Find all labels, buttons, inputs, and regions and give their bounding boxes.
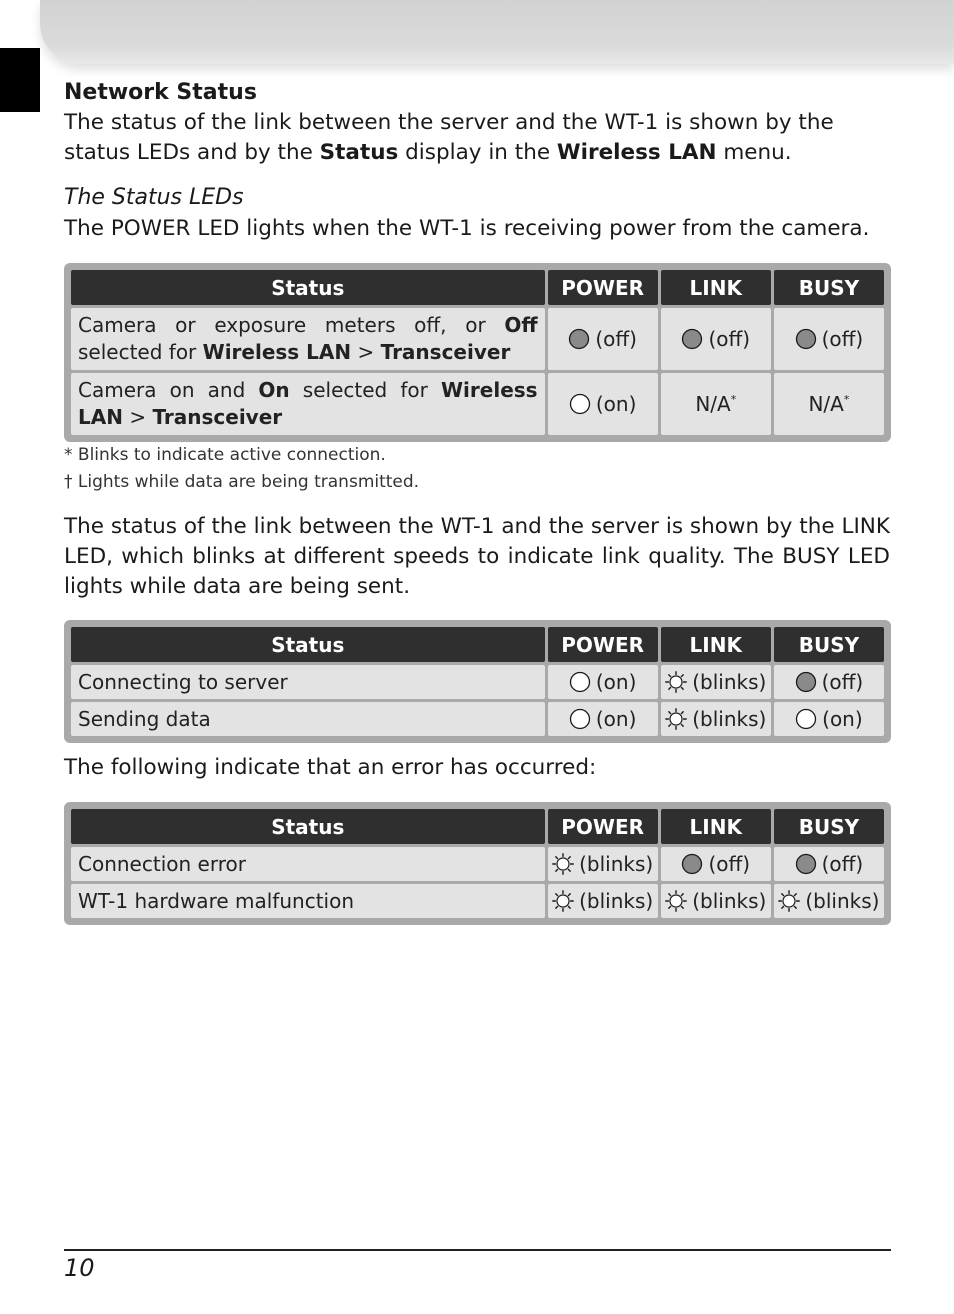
table-header-row: [71, 809, 884, 844]
led-blink-icon: [552, 890, 574, 912]
led-off-icon: [568, 328, 590, 350]
power-cell: (on): [548, 702, 658, 736]
link-paragraph: The status of the link between the WT-1 and the server is shown by the LINK LED, which blinks at different speeds to indicate link quality. The BUSY LED lights while data are being sent.: [64, 514, 890, 599]
status-cell: Camera on and On selected for Wireless LAN > Transceiver: [71, 373, 545, 435]
header-power: POWER: [548, 809, 658, 844]
power-paragraph: The POWER LED lights when the WT-1 is receiving power from the camera.: [64, 216, 870, 241]
led-blink-icon: [665, 708, 687, 730]
led-on-icon: [569, 708, 591, 730]
table-row: [71, 665, 884, 699]
power-cell: (on): [548, 373, 658, 435]
status-table-error: [64, 802, 891, 925]
footer-rule: [64, 1249, 891, 1251]
led-blink-icon: [552, 853, 574, 875]
chapter-tab-marker: [0, 48, 40, 112]
header-busy: BUSY: [774, 627, 884, 662]
led-on-icon: [569, 671, 591, 693]
table-header-row: [71, 270, 884, 305]
link-cell: (off): [661, 308, 771, 370]
header-status: Status: [71, 809, 545, 844]
footnote-dagger: † Lights while data are being transmitted.: [64, 472, 420, 492]
power-cell: (off): [548, 308, 658, 370]
led-on-icon: [795, 708, 817, 730]
subsection-title: The Status LEDs: [64, 185, 244, 210]
intro-paragraph: The status of the link between the server and the WT-1 is shown by the status LEDs and by the Status display in the Wireless LAN menu.: [64, 110, 834, 165]
footnotes: [64, 442, 419, 496]
header-power: POWER: [548, 270, 658, 305]
power-cell: (blinks): [548, 847, 658, 881]
table-row: [71, 702, 884, 736]
page-number: 10: [64, 1254, 95, 1282]
busy-cell: (off): [774, 308, 884, 370]
status-table-power: [64, 263, 891, 442]
status-cell: Camera or exposure meters off, or Off selected for Wireless LAN > Transceiver: [71, 308, 545, 370]
table-row: [71, 373, 884, 435]
table-row: [71, 884, 884, 918]
led-off-icon: [795, 671, 817, 693]
header-link: LINK: [661, 270, 771, 305]
led-off-icon: [681, 853, 703, 875]
power-cell: (on): [548, 665, 658, 699]
busy-cell: (off): [774, 665, 884, 699]
status-cell: Sending data: [71, 702, 545, 736]
header-link: LINK: [661, 809, 771, 844]
power-cell: (blinks): [548, 884, 658, 918]
led-blink-icon: [665, 671, 687, 693]
header-link: LINK: [661, 627, 771, 662]
busy-cell: (blinks): [774, 884, 884, 918]
link-cell: (blinks): [661, 702, 771, 736]
busy-cell: (on): [774, 702, 884, 736]
footnote-asterisk: * Blinks to indicate active connection.: [64, 445, 386, 465]
led-blink-icon: [778, 890, 800, 912]
led-off-icon: [681, 328, 703, 350]
status-table-link: [64, 620, 891, 743]
link-cell: (off): [661, 847, 771, 881]
error-paragraph: The following indicate that an error has occurred:: [64, 755, 597, 780]
link-cell: (blinks): [661, 884, 771, 918]
header-status: Status: [71, 270, 545, 305]
table-row: [71, 847, 884, 881]
header-power: POWER: [548, 627, 658, 662]
table-header-row: [71, 627, 884, 662]
header-busy: BUSY: [774, 809, 884, 844]
link-cell: N/A*: [661, 373, 771, 435]
table-row: [71, 308, 884, 370]
status-cell: Connection error: [71, 847, 545, 881]
busy-cell: (off): [774, 847, 884, 881]
header-busy: BUSY: [774, 270, 884, 305]
led-blink-icon: [665, 890, 687, 912]
header-status: Status: [71, 627, 545, 662]
status-cell: Connecting to server: [71, 665, 545, 699]
status-cell: WT-1 hardware malfunction: [71, 884, 545, 918]
busy-cell: N/A*: [774, 373, 884, 435]
top-header-band: [40, 0, 954, 64]
led-off-icon: [795, 328, 817, 350]
link-cell: (blinks): [661, 665, 771, 699]
section-title: Network Status: [64, 80, 257, 105]
led-off-icon: [795, 853, 817, 875]
led-on-icon: [569, 393, 591, 415]
